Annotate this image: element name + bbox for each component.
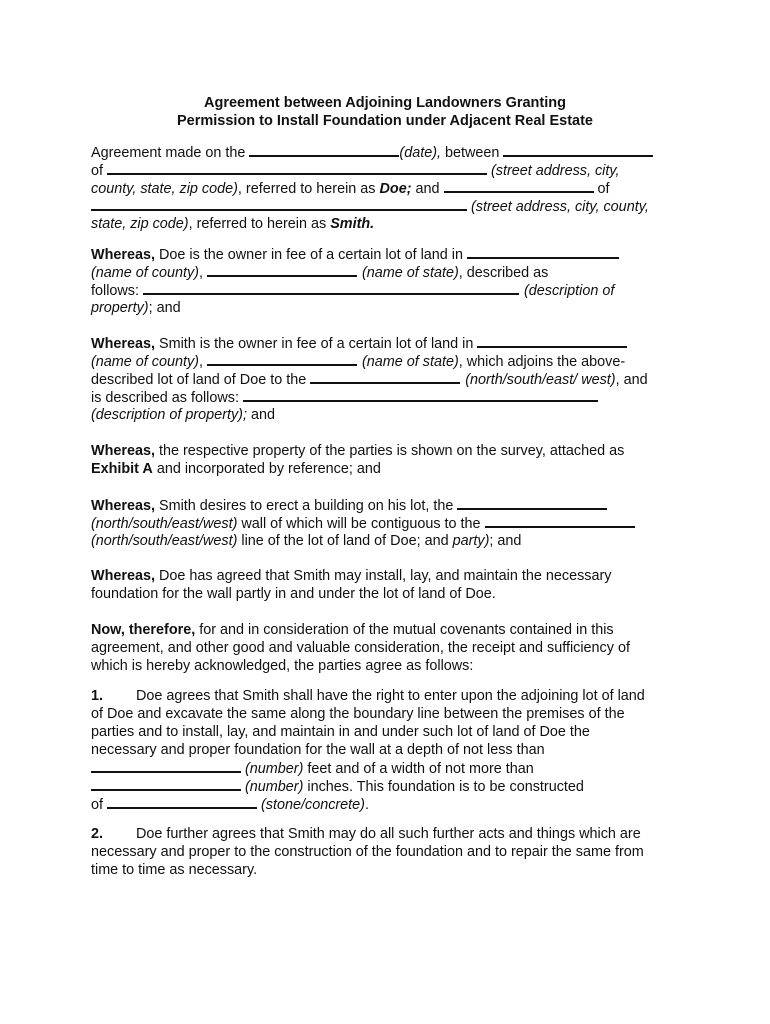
document-title-line-2: Permission to Install Foundation under Adjacent Real Estate <box>176 113 593 129</box>
whereas-3-line-1: Whereas, the respective property of the parties is shown on the survey, attached as <box>91 443 625 459</box>
now-therefore-line-2: agreement, and other good and valuable consideration, the receipt and sufficiency of <box>91 640 630 656</box>
document-title-line-1: Agreement between Adjoining Landowners Granting <box>204 95 566 111</box>
section-1-line-1: 1. Doe agrees that Smith shall have the right to enter upon the adjoining lot of land <box>91 688 645 704</box>
doe-address-blank[interactable] <box>107 161 487 175</box>
doe-state-blank[interactable] <box>207 263 357 277</box>
doe-county-blank[interactable] <box>467 245 619 259</box>
section-2-line-3: time to time as necessary. <box>91 862 258 878</box>
adjoin-direction-blank[interactable] <box>310 370 460 384</box>
whereas-2-line-3: described lot of land of Doe to the (north/south/east/ west), and <box>91 372 648 388</box>
whereas-1-line-2: (name of county), (name of state), described as <box>91 265 549 281</box>
whereas-5-line-2: foundation for the wall partly in and under the lot of land of Doe. <box>91 586 496 602</box>
smith-name-blank[interactable] <box>444 179 594 193</box>
smith-state-blank[interactable] <box>207 352 357 366</box>
line-direction-blank[interactable] <box>485 514 635 528</box>
whereas-1-line-1: Whereas, Doe is the owner in fee of a certain lot of land in <box>91 245 619 264</box>
smith-address-blank[interactable] <box>91 197 467 211</box>
intro-line-4: (street address, city, county, <box>91 197 649 216</box>
whereas-2-line-5: (description of property); and <box>91 407 275 423</box>
intro-line-2: of (street address, city, <box>91 163 620 179</box>
whereas-4-line-1: Whereas, Smith desires to erect a building on his lot, the <box>91 496 607 515</box>
intro-line-1: Agreement made on the (date), between <box>91 143 653 162</box>
section-1-line-3: parties and to install, lay, and maintain in and under such lot of land of Doe the <box>91 724 590 740</box>
smith-property-blank[interactable] <box>243 388 598 402</box>
whereas-1-line-3: follows: (description of <box>91 283 615 299</box>
section-1-line-4: necessary and proper foundation for the wall at a depth of not less than <box>91 742 545 758</box>
whereas-2-line-1: Whereas, Smith is the owner in fee of a certain lot of land in <box>91 334 627 353</box>
whereas-2-line-4: is described as follows: <box>91 388 598 407</box>
section-2-line-2: necessary and proper to the construction of the foundation and to repair the same from <box>91 844 644 860</box>
smith-county-blank[interactable] <box>477 334 627 348</box>
date-blank[interactable] <box>249 143 399 157</box>
wall-direction-blank[interactable] <box>457 496 607 510</box>
section-2-number: 2. <box>91 826 104 842</box>
whereas-5-line-1: Whereas, Doe has agreed that Smith may install, lay, and maintain the necessary <box>91 568 612 584</box>
section-1-number: 1. <box>91 688 104 704</box>
section-1-line-6: (number) inches. This foundation is to be constructed <box>91 777 584 796</box>
doe-name-blank[interactable] <box>503 143 653 157</box>
material-blank[interactable] <box>107 795 257 809</box>
section-1-line-7: of (stone/concrete). <box>91 797 369 813</box>
whereas-4-line-3: (north/south/east/west) line of the lot of land of Doe; and party); and <box>91 533 522 549</box>
depth-blank[interactable] <box>91 759 241 773</box>
intro-line-5: state, zip code), referred to herein as Smith. <box>91 216 375 232</box>
whereas-2-line-2: (name of county), (name of state), which adjoins the above- <box>91 354 626 370</box>
now-therefore-line-1: Now, therefore, for and in consideration of the mutual covenants contained in this <box>91 622 614 638</box>
whereas-3-line-2: Exhibit A and incorporated by reference; and <box>91 461 381 477</box>
section-1-line-2: of Doe and excavate the same along the boundary line between the premises of the <box>91 706 625 722</box>
whereas-4-line-2: (north/south/east/west) wall of which will be contiguous to the <box>91 514 635 533</box>
width-blank[interactable] <box>91 777 241 791</box>
section-2-line-1: 2. Doe further agrees that Smith may do all such further acts and things which are <box>91 826 641 842</box>
now-therefore-line-3: which is hereby acknowledged, the parties agree as follows: <box>91 658 474 674</box>
section-1-line-5: (number) feet and of a width of not more than <box>91 759 534 778</box>
whereas-1-line-4: property); and <box>91 300 181 316</box>
doe-property-blank[interactable] <box>143 281 519 295</box>
intro-line-3: county, state, zip code), referred to herein as Doe; and of <box>91 181 610 197</box>
